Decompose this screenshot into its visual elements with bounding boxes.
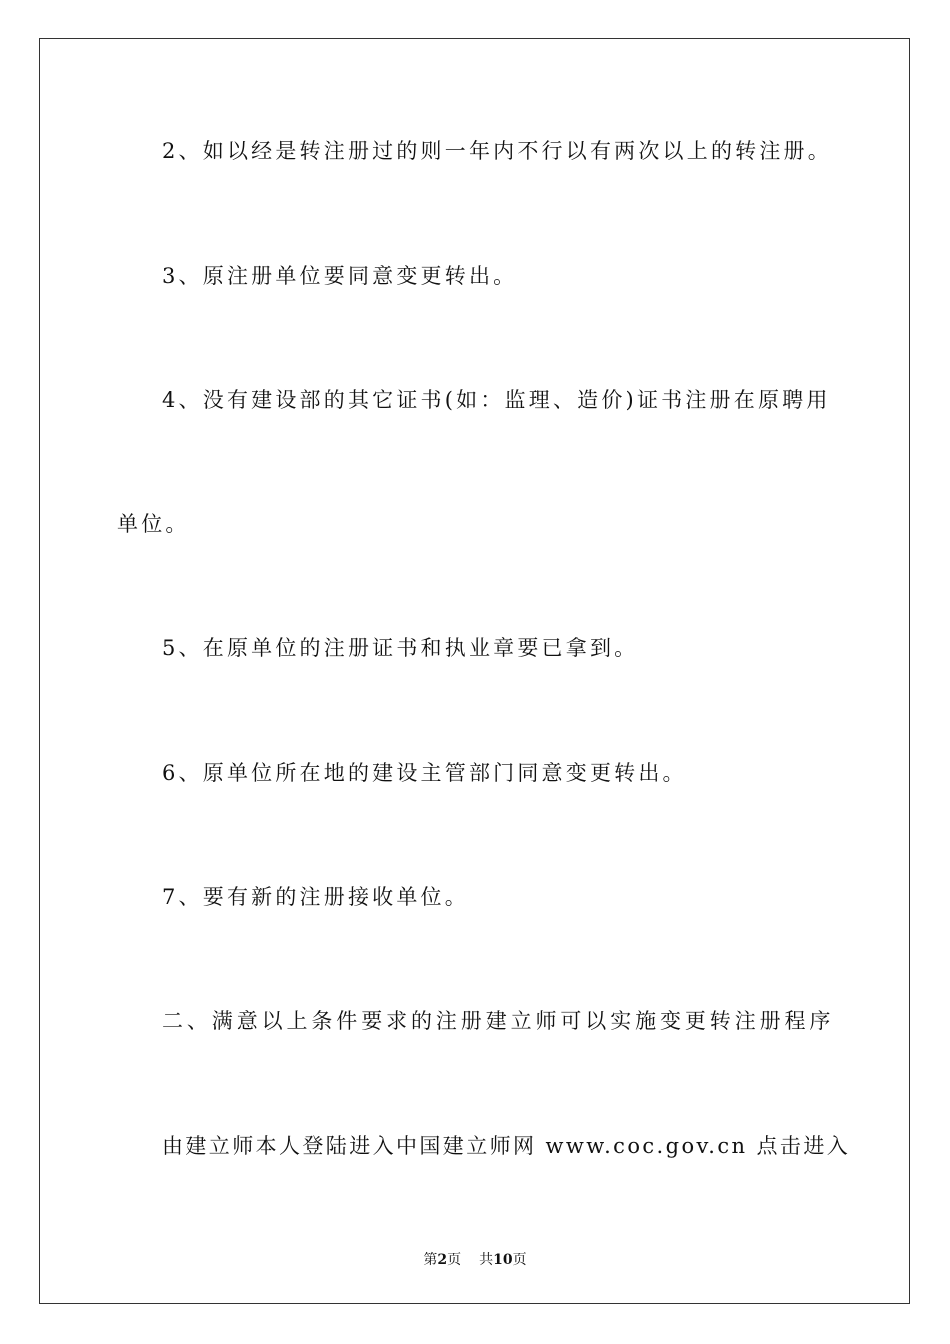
footer-page-prefix: 第 <box>423 1252 438 1268</box>
footer-total-pages: 10 <box>493 1252 513 1268</box>
footer-total-prefix: 共 <box>479 1252 494 1268</box>
paragraph-procedure: 由建立师本人登陆进入中国建立师网 www.coc.gov.cn 点击进入 <box>162 1134 851 1158</box>
paragraph-item-5: 5、在原单位的注册证书和执业章要已拿到。 <box>162 636 639 660</box>
footer-total-suffix: 页 <box>512 1252 527 1268</box>
section-heading-2: 二、满意以上条件要求的注册建立师可以实施变更转注册程序 <box>162 1009 835 1033</box>
paragraph-item-2: 2、如以经是转注册过的则一年内不行以有两次以上的转注册。 <box>162 139 832 163</box>
paragraph-item-4-continuation: 单位。 <box>117 512 190 536</box>
paragraph-item-7: 7、要有新的注册接收单位。 <box>162 885 469 909</box>
page-frame <box>39 38 910 1304</box>
footer-page-suffix: 页 <box>447 1252 462 1268</box>
paragraph-item-4: 4、没有建设部的其它证书(如：监理、造价)证书注册在原聘用 <box>162 388 831 412</box>
page-footer <box>0 1249 950 1269</box>
footer-page-number: 2 <box>437 1252 448 1268</box>
paragraph-item-3: 3、原注册单位要同意变更转出。 <box>162 264 518 288</box>
paragraph-item-6: 6、原单位所在地的建设主管部门同意变更转出。 <box>162 761 687 785</box>
